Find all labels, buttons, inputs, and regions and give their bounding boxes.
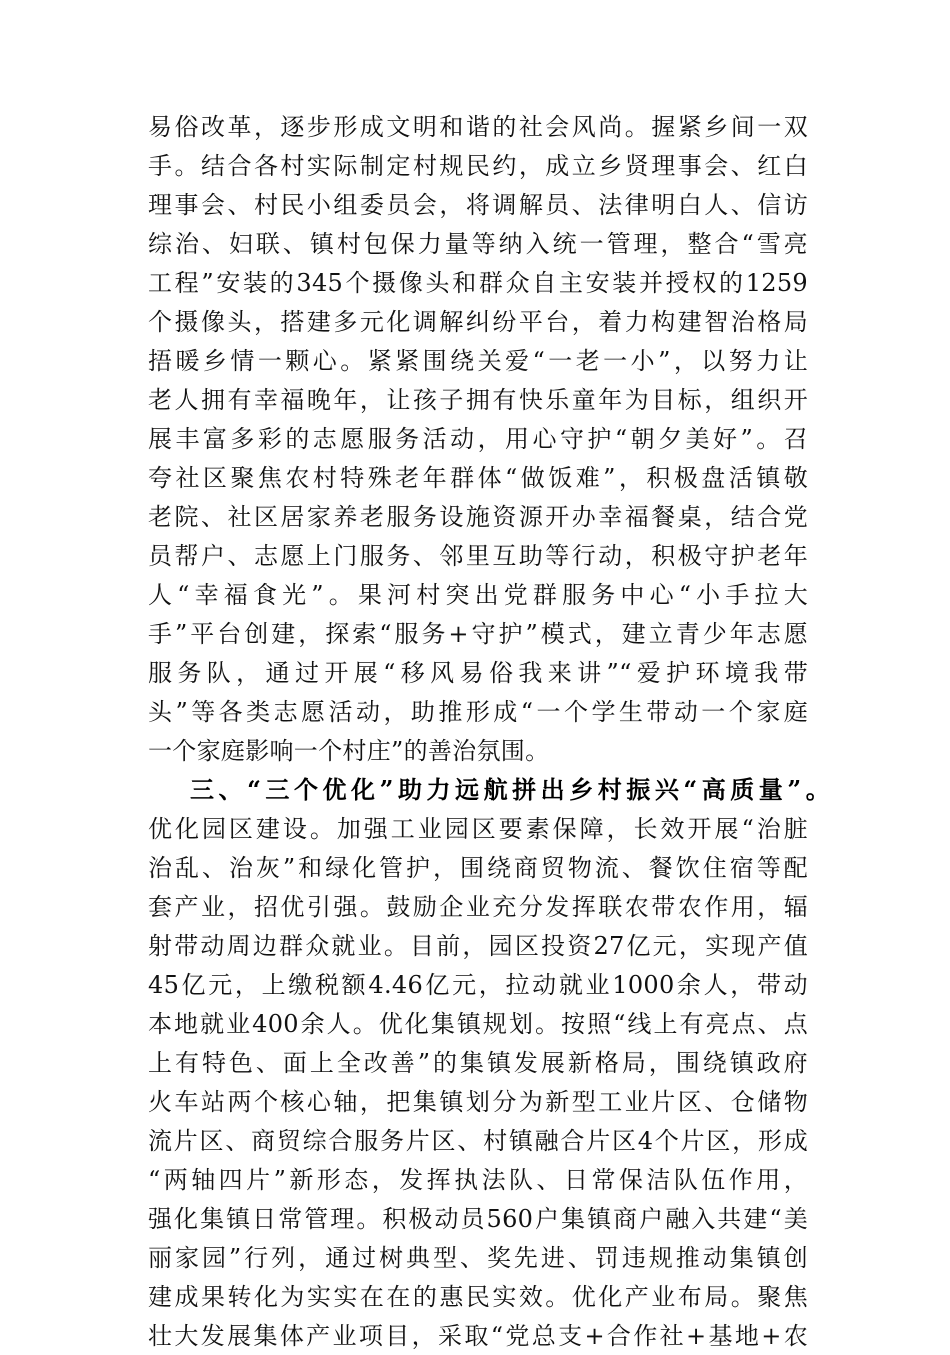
body-text-line: 本地就业400余人。优化集镇规划。按照“线上有亮点、点 (148, 1010, 808, 1038)
body-text-line: 人“幸福食光”。果河村突出党群服务中心“小手拉大 (148, 581, 808, 609)
body-text-line: 个摄像头，搭建多元化调解纠纷平台，着力构建智治格局 (148, 308, 808, 336)
body-text-line: 易俗改革，逐步形成文明和谐的社会风尚。握紧乡间一双 (148, 113, 808, 141)
body-text-line: 套产业，招优引强。鼓励企业充分发挥联农带农作用，辐 (148, 893, 808, 921)
body-text-line: 45亿元，上缴税额4.46亿元，拉动就业1000余人，带动 (148, 971, 808, 999)
body-text-line: 老人拥有幸福晚年，让孩子拥有快乐童年为目标，组织开 (148, 386, 808, 414)
body-text-line: 员帮户、志愿上门服务、邻里互助等行动，积极守护老年 (148, 542, 808, 570)
body-text-line: 捂暖乡情一颗心。紧紧围绕关爱“一老一小”，以努力让 (148, 347, 808, 375)
body-text-line: 理事会、村民小组委员会，将调解员、法律明白人、信访 (148, 191, 808, 219)
body-text-line: 展丰富多彩的志愿服务活动，用心守护“朝夕美好”。召 (148, 425, 808, 453)
body-text-line: 手”平台创建，探索“服务+守护”模式，建立青少年志愿 (148, 620, 808, 648)
body-text-line: 头”等各类志愿活动，助推形成“一个学生带动一个家庭 (148, 698, 808, 726)
body-text-line: 工程”安装的345个摄像头和群众自主安装并授权的1259 (148, 269, 808, 297)
body-text-line: 优化园区建设。加强工业园区要素保障，长效开展“治脏 (148, 815, 808, 843)
body-text-line: 建成果转化为实实在在的惠民实效。优化产业布局。聚焦 (148, 1283, 808, 1311)
body-text-line: “两轴四片”新形态，发挥执法队、日常保洁队伍作用， (148, 1166, 808, 1194)
body-text-line: 强化集镇日常管理。积极动员560户集镇商户融入共建“美 (148, 1205, 808, 1233)
body-text-line: 夸社区聚焦农村特殊老年群体“做饭难”，积极盘活镇敬 (148, 464, 808, 492)
body-text-line: 壮大发展集体产业项目，采取“党总支+合作社+基地+农 (148, 1322, 808, 1350)
body-text-line: 上有特色、面上全改善”的集镇发展新格局，围绕镇政府 (148, 1049, 808, 1077)
body-text-line: 手。结合各村实际制定村规民约，成立乡贤理事会、红白 (148, 152, 808, 180)
body-text-line: 综治、妇联、镇村包保力量等纳入统一管理，整合“雪亮 (148, 230, 808, 258)
body-text-line: 丽家园”行列，通过树典型、奖先进、罚违规推动集镇创 (148, 1244, 808, 1272)
section-heading: 三、“三个优化”助力远航拼出乡村振兴“高质量”。 (190, 775, 830, 804)
body-text-line: 老院、社区居家养老服务设施资源开办幸福餐桌，结合党 (148, 503, 808, 531)
body-text-line: 服务队，通过开展“移风易俗我来讲”“爱护环境我带 (148, 659, 808, 687)
body-text-line: 流片区、商贸综合服务片区、村镇融合片区4个片区，形成 (148, 1127, 808, 1155)
body-text-line: 一个家庭影响一个村庄”的善治氛围。 (148, 737, 550, 765)
body-text-line: 射带动周边群众就业。目前，园区投资27亿元，实现产值 (148, 932, 808, 960)
body-text-line: 火车站两个核心轴，把集镇划分为新型工业片区、仓储物 (148, 1088, 808, 1116)
body-text-line: 治乱、治灰”和绿化管护，围绕商贸物流、餐饮住宿等配 (148, 854, 808, 882)
